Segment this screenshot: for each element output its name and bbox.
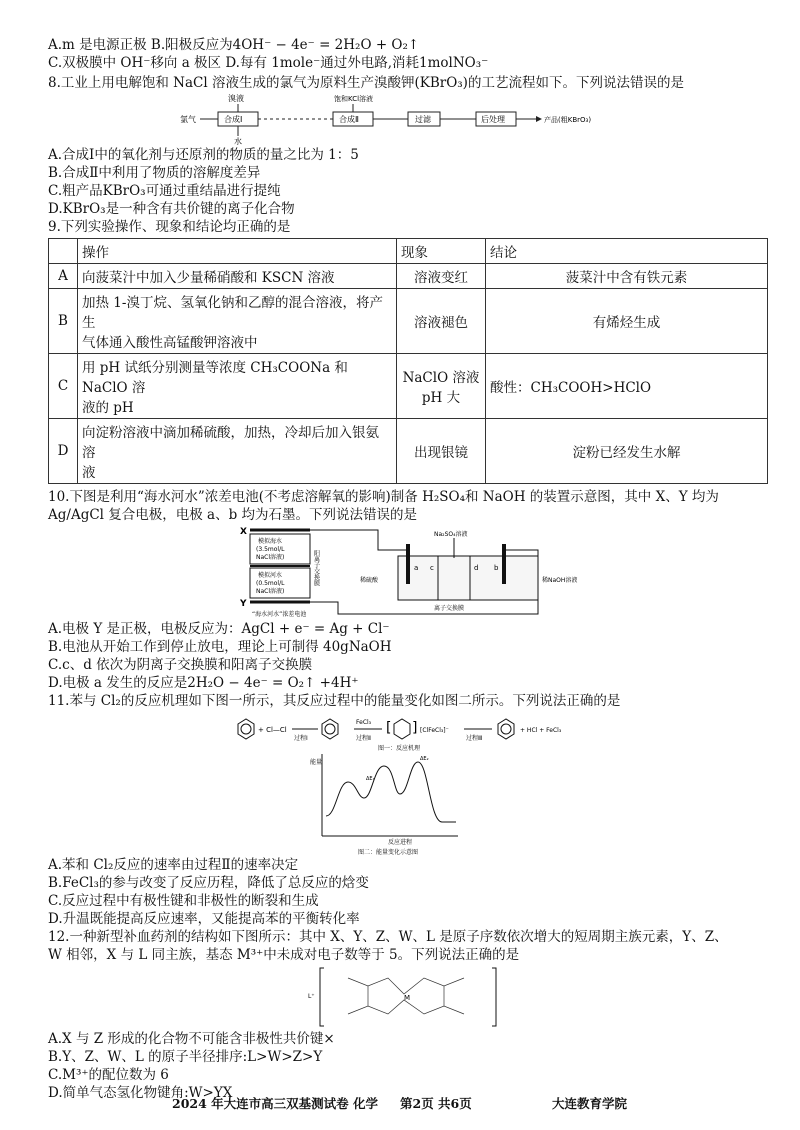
svg-text:ΔE₁: ΔE₁ [366, 776, 375, 782]
q8-option-a: A.合成Ⅰ中的氧化剂与还原剂的物质的量之比为 1：5 [48, 147, 359, 163]
q12-structure-diagram [288, 964, 528, 1030]
q8-option-b: B.合成Ⅱ中利用了物质的溶解度差异 [48, 165, 261, 181]
fig2-caption: 图二：能量变化示意图 [358, 849, 419, 856]
svg-text:[: [ [386, 720, 392, 736]
svg-text:过程Ⅱ: 过程Ⅱ [356, 735, 371, 742]
q8-flow-diagram [158, 92, 658, 146]
flow-water: 水 [234, 137, 242, 146]
svg-text:FeCl₃: FeCl₃ [356, 719, 372, 726]
row-label: A [49, 264, 78, 289]
svg-text:过程Ⅰ: 过程Ⅰ [294, 735, 308, 742]
svg-text:ΔE₂: ΔE₂ [420, 756, 429, 762]
q11-option-a: A.苯和 Cl₂反应的速率由过程Ⅱ的速率决定 [48, 857, 299, 873]
flow-top1: 溴液 [228, 94, 244, 103]
flow-synth2: 合成Ⅱ [339, 115, 359, 124]
table-header-row [49, 239, 768, 264]
q10-apparatus-diagram [238, 524, 578, 620]
river-label: 模拟河水 [258, 572, 283, 579]
svg-text:NaCl溶液): NaCl溶液) [256, 588, 285, 595]
q8-option-d: D.KBrO₃是一种含有共价键的离子化合物 [48, 201, 295, 217]
q9-stem: 9.下列实验操作、现象和结论均正确的是 [48, 219, 291, 235]
q12-option-c: C.M³⁺的配位数为 6 [48, 1067, 169, 1083]
q11-mechanism-diagram [228, 710, 588, 752]
electrode-a [406, 544, 410, 584]
row-operation: 向淀粉溶液中滴加稀硫酸，加热，冷却后加入银氨溶 液 [78, 419, 397, 484]
membrane-label: 阳离子交换膜 [312, 550, 320, 586]
row-operation: 加热 1-溴丁烷、氢氧化钠和乙醇的混合溶液，将产生 气体通入酸性高锰酸钾溶液中 [78, 289, 397, 354]
svg-text:a: a [414, 564, 419, 572]
electrode-y-label: Y [240, 599, 247, 609]
benzene-complex-icon [322, 719, 338, 739]
table-row [49, 289, 768, 354]
footer-page-number: 第2页 共6页 [400, 1096, 472, 1111]
q9-table [48, 238, 768, 484]
row-label: D [49, 419, 78, 484]
q12-option-a: A.X 与 Z 形成的化合物不可能含非极性共价键× [48, 1031, 335, 1047]
q10-stem-2: Ag/AgCl 复合电极，电极 a、b 均为石墨。下列说法错误的是 [48, 507, 418, 523]
q8-option-c: C.粗产品KBrO₃可通过重结晶进行提纯 [48, 183, 281, 199]
flow-synth1: 合成Ⅰ [224, 115, 243, 124]
benzene-icon [238, 719, 254, 739]
energy-curve [326, 762, 456, 822]
flow-top2: 饱和KCl溶液 [334, 95, 374, 103]
energy-axis-label: 能量 [310, 759, 323, 766]
q7-options-cd: C.双极膜中 OH⁻移向 a 极区 D.每有 1mole⁻通过外电路,消耗1molNO₃⁻ [48, 55, 489, 71]
q10-option-d: D.电极 a 发生的反应是2H₂O − 4e⁻ = O₂↑ +4H⁺ [48, 675, 359, 691]
svg-text:+ Cl—Cl: + Cl—Cl [258, 726, 287, 734]
q12-stem-2: W 相邻，X 与 L 同主族，基态 M³⁺中未成对电子数等于 5。下列说法正确的是 [48, 947, 520, 963]
row-operation: 向菠菜汁中加入少量稀硝酸和 KSCN 溶液 [78, 264, 397, 289]
q11-option-c: C.反应过程中有极性键和非极性的断裂和生成 [48, 893, 319, 909]
row-phenomenon: NaClO 溶液 pH 大 [397, 354, 486, 419]
q8-stem: 8.工业上用电解饱和 NaCl 溶液生成的氯气为原料生产溴酸钾(KBrO₃)的工艺流程如下。下列说法错误的是 [48, 75, 684, 91]
q10-option-a: A.电极 Y 是正极，电极反应为：AgCl + e⁻ = Ag + Cl⁻ [48, 621, 390, 637]
metal-center: M [404, 994, 411, 1002]
q12-stem-1: 12.一种新型补血药剂的结构如下图所示：其中 X、Y、Z、W、L 是原子序数依次增大的短周期主族元素，Y、Z、 [48, 929, 728, 945]
progress-axis-label: 反应进程 [388, 839, 413, 846]
row-phenomenon: 出现银镜 [397, 419, 486, 484]
h2so4-label: 稀硫酸 [360, 577, 379, 584]
svg-text:+ HCl + FeCl₃: + HCl + FeCl₃ [520, 727, 562, 734]
flow-chlorine: 氯气 [180, 115, 196, 124]
row-conclusion: 淀粉已经发生水解 [486, 419, 768, 484]
arenium-icon [394, 719, 410, 739]
fig1-caption: 图一：反应机理 [378, 745, 421, 752]
flow-filter: 过滤 [415, 115, 431, 124]
row-conclusion: 菠菜汁中含有铁元素 [486, 264, 768, 289]
q12-option-b: B.Y、Z、W、L 的原子半径排序:L>W>Z>Y [48, 1049, 323, 1065]
table-row [49, 354, 768, 419]
chlorobenzene-icon [498, 719, 514, 739]
row-phenomenon: 溶液变红 [397, 264, 486, 289]
sea-label: 模拟海水 [258, 538, 283, 545]
table-header [49, 239, 78, 264]
ion-membrane-label: 离子交换膜 [434, 605, 465, 612]
exam-page [48, 36, 768, 1102]
electrolysis-cell [398, 556, 538, 600]
svg-text:[ClFeCl₃]⁻: [ClFeCl₃]⁻ [420, 727, 449, 734]
row-label: C [49, 354, 78, 419]
flow-post: 后处理 [481, 115, 505, 124]
footer-exam-title: 2024 年大连市高三双基测试卷 化学 [172, 1096, 378, 1111]
naoh-label: 稀NaOH溶液 [542, 577, 578, 584]
q10-stem-1: 10.下图是利用“海水河水”浓差电池(不考虑溶解氧的影响)制备 H₂SO₄和 NaOH 的装置示意图，其中 X、Y 均为 [48, 489, 719, 505]
electrode-x-label: X [240, 527, 247, 537]
svg-text:b: b [494, 564, 499, 572]
svg-text:NaCl溶液): NaCl溶液) [256, 554, 285, 561]
table-row [49, 419, 768, 484]
q7-options-ab: A.m 是电源正极 B.阳极反应为4OH⁻ − 4e⁻ = 2H₂O + O₂↑ [48, 37, 420, 53]
q11-option-d: D.升温既能提高反应速率，又能提高苯的平衡转化率 [48, 911, 360, 927]
row-operation: 用 pH 试纸分别测量等浓度 CH₃COONa 和 NaClO 溶 液的 pH [78, 354, 397, 419]
table-header: 现象 [397, 239, 486, 264]
q10-option-c: C.c、d 依次为阴离子交换膜和阳离子交换膜 [48, 657, 313, 673]
row-conclusion: 酸性：CH₃COOH>HClO [486, 354, 768, 419]
table-header: 结论 [486, 239, 768, 264]
q11-option-b: B.FeCl₃的参与改变了反应历程，降低了总反应的焓变 [48, 875, 369, 891]
footer-organization: 大连教育学院 [552, 1096, 628, 1111]
row-conclusion: 有烯烃生成 [486, 289, 768, 354]
svg-text:c: c [430, 564, 434, 572]
svg-text:(3.5mol/L: (3.5mol/L [256, 546, 285, 553]
table-row [49, 264, 768, 289]
cell-label: “海水河水”浓差电池 [252, 611, 307, 618]
svg-text:]: ] [412, 720, 418, 736]
flow-product: 产品(粗KBrO₃) [544, 116, 592, 124]
electrode-b [502, 544, 506, 584]
q10-option-b: B.电池从开始工作到停止放电，理论上可制得 40gNaOH [48, 639, 392, 655]
q11-energy-diagram [308, 752, 508, 856]
cation-label: L⁺ [308, 993, 315, 1000]
row-label: B [49, 289, 78, 354]
q12-option-d: D.简单气态氢化物键角:W>YX [48, 1085, 233, 1101]
svg-text:d: d [474, 564, 479, 572]
svg-text:过程Ⅲ: 过程Ⅲ [466, 735, 483, 742]
na2so4-label: Na₂SO₄溶液 [434, 531, 468, 538]
svg-text:(0.5mol/L: (0.5mol/L [256, 580, 285, 587]
q11-stem: 11.苯与 Cl₂的反应机理如下图一所示，其反应过程中的能量变化如图二所示。下列说法正确的是 [48, 693, 621, 709]
table-header: 操作 [78, 239, 397, 264]
row-phenomenon: 溶液褪色 [397, 289, 486, 354]
